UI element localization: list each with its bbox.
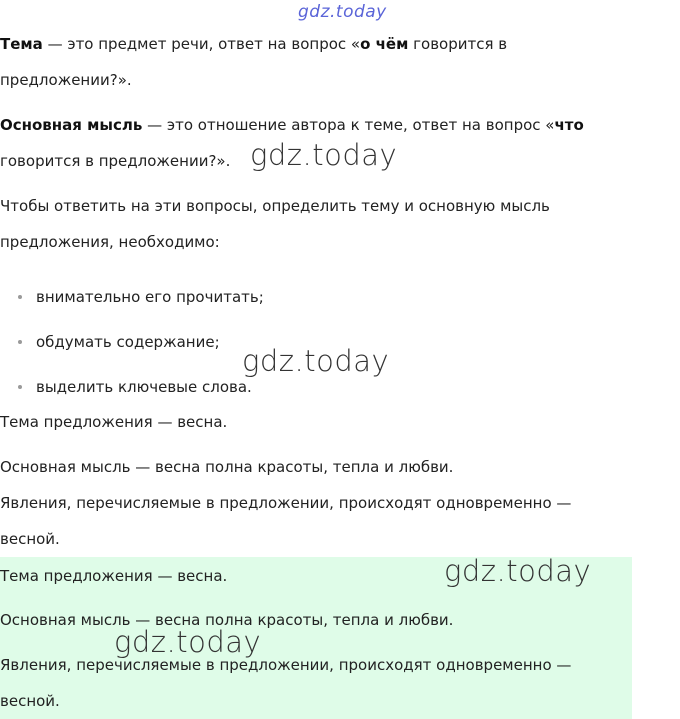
idea-def-bold: что bbox=[554, 116, 584, 134]
watermark-3: gdz.today bbox=[444, 554, 592, 588]
step-text: обдумать содержание; bbox=[36, 333, 220, 351]
watermark-top: gdz.today bbox=[298, 2, 387, 22]
steps-list bbox=[18, 286, 264, 398]
theme-def-text-1: — это предмет речи, ответ на вопрос « bbox=[42, 35, 361, 53]
answer-theme: Тема предложения — весна. bbox=[0, 413, 228, 431]
bullet-icon bbox=[18, 340, 22, 344]
list-item bbox=[18, 376, 264, 398]
idea-def-text-2: говорится в предложении?». bbox=[0, 152, 231, 170]
idea-def-text-1: — это отношение автора к теме, ответ на вопрос « bbox=[142, 116, 555, 134]
highlight-theme: Тема предложения — весна. bbox=[0, 567, 228, 585]
list-item bbox=[18, 331, 264, 353]
step-text: выделить ключевые слова. bbox=[36, 378, 252, 396]
watermark-1: gdz.today bbox=[250, 138, 398, 172]
bullet-icon bbox=[18, 385, 22, 389]
answer-phenomena: Явления, перечисляемые в предложении, происходят одновременно — весной. bbox=[0, 494, 572, 548]
theme-def-bold: о чём bbox=[360, 35, 409, 53]
instructions-text: Чтобы ответить на эти вопросы, определить тему и основную мысль предложения, необходимо: bbox=[0, 197, 550, 251]
step-text: внимательно его прочитать; bbox=[36, 288, 264, 306]
watermark-2: gdz.today bbox=[242, 344, 390, 378]
bullet-icon bbox=[18, 295, 22, 299]
watermark-4: gdz.today bbox=[114, 625, 262, 659]
idea-term: Основная мысль bbox=[0, 116, 143, 134]
theme-term: Тема bbox=[0, 35, 43, 53]
list-item bbox=[18, 286, 264, 308]
theme-def-text-2: говорится в предложении?». bbox=[0, 35, 508, 89]
theme-definition bbox=[0, 26, 630, 98]
answer-idea: Основная мысль — весна полна красоты, тепла и любви. bbox=[0, 458, 454, 476]
highlight-idea: Основная мысль — весна полна красоты, тепла и любви. bbox=[0, 611, 454, 629]
highlight-phenomena: Явления, перечисляемые в предложении, происходят одновременно — весной. bbox=[0, 656, 572, 710]
